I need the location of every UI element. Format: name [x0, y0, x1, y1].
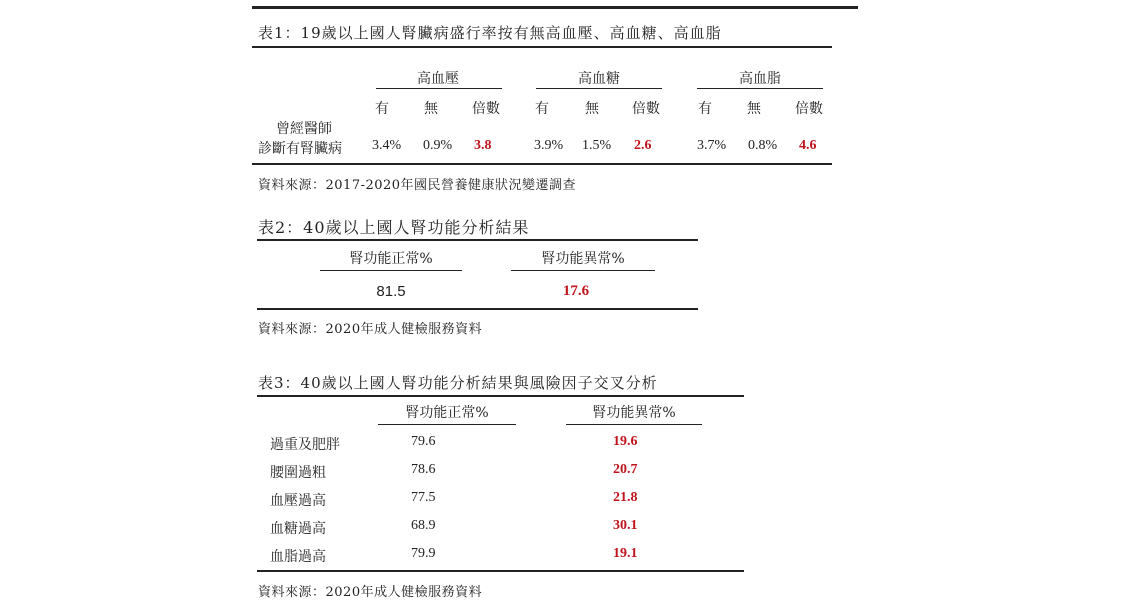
table3-normal-value: 78.6 — [411, 462, 436, 477]
table3-header-underline — [378, 424, 516, 425]
table3-row-label: 血糖過高 — [270, 521, 326, 537]
table1-value: 0.9% — [423, 138, 453, 153]
table1-group-header: 高血壓 — [417, 71, 459, 87]
table3-row-label: 血壓過高 — [270, 493, 326, 509]
table1-ratio-value: 2.6 — [634, 138, 652, 153]
table1-value: 3.7% — [697, 138, 727, 153]
table1-subheader: 倍數 — [632, 101, 660, 117]
table1-subheader: 有 — [698, 101, 712, 117]
table3-title: 表3：40歲以上國人腎功能分析結果與風險因子交叉分析 — [258, 374, 658, 392]
table3-row-label: 腰圍過粗 — [270, 465, 326, 481]
table1-bottom-rule — [252, 163, 832, 165]
table3-abnormal-value: 19.6 — [613, 434, 638, 449]
table3-row-label: 血脂過高 — [270, 549, 326, 565]
table1-group-header: 高血脂 — [739, 71, 781, 87]
table1-ratio-value: 4.6 — [799, 138, 817, 153]
table3-normal-value: 79.9 — [411, 546, 436, 561]
table2-source: 資料來源：2020年成人健檢服務資料 — [258, 322, 483, 337]
table1-group-underline — [536, 88, 662, 89]
table1-subheader: 無 — [585, 101, 599, 117]
table3-abnormal-value: 21.8 — [613, 490, 638, 505]
table3-normal-value: 79.6 — [411, 434, 436, 449]
table2-bottom-rule — [257, 308, 698, 310]
table3-normal-value: 68.9 — [411, 518, 436, 533]
table1-subheader: 有 — [535, 101, 549, 117]
table2-normal-value: 81.5 — [376, 283, 406, 300]
table1-subheader: 倍數 — [795, 101, 823, 117]
table1-source: 資料來源：2017-2020年國民營養健康狀況變遷調查 — [258, 178, 577, 193]
table1-value: 1.5% — [582, 138, 612, 153]
table2-header: 腎功能正常% — [349, 251, 433, 267]
top-rule — [252, 6, 858, 9]
table2-header-underline — [511, 270, 655, 271]
table3-header: 腎功能異常% — [592, 405, 676, 421]
table1-subheader: 無 — [424, 101, 438, 117]
table1-row-label-line1: 曾經醫師 — [276, 121, 332, 137]
table3-header-underline — [566, 424, 702, 425]
table2-title: 表2：40歲以上國人腎功能分析結果 — [258, 218, 530, 237]
table1-ratio-value: 3.8 — [474, 138, 492, 153]
table2-abnormal-value: 17.6 — [562, 283, 590, 299]
table1-group-underline — [697, 88, 823, 89]
table3-abnormal-value: 20.7 — [613, 462, 638, 477]
table2-top-rule — [257, 239, 698, 241]
table3-row-label: 過重及肥胖 — [270, 437, 340, 453]
table1-value: 0.8% — [748, 138, 778, 153]
table1-subheader: 無 — [747, 101, 761, 117]
table1-group-underline — [376, 88, 502, 89]
table1-subheader: 有 — [375, 101, 389, 117]
table3-header: 腎功能正常% — [405, 405, 489, 421]
table1-subheader: 倍數 — [472, 101, 500, 117]
table1-value: 3.4% — [372, 138, 402, 153]
table3-normal-value: 77.5 — [411, 490, 436, 505]
table1-row-label-line2: 診斷有腎臟病 — [258, 141, 342, 157]
table3-bottom-rule — [257, 570, 744, 572]
table2-header: 腎功能異常% — [541, 251, 625, 267]
table2-header-underline — [320, 270, 462, 271]
table1-value: 3.9% — [534, 138, 564, 153]
table3-abnormal-value: 19.1 — [613, 546, 638, 561]
table1-group-header: 高血糖 — [578, 71, 620, 87]
table1-title: 表1：19歲以上國人腎臟病盛行率按有無高血壓、高血糖、高血脂 — [258, 24, 722, 42]
table3-top-rule — [257, 395, 744, 397]
table3-abnormal-value: 30.1 — [613, 518, 638, 533]
table3-source: 資料來源：2020年成人健檢服務資料 — [258, 585, 483, 600]
table1-top-rule — [252, 46, 832, 48]
